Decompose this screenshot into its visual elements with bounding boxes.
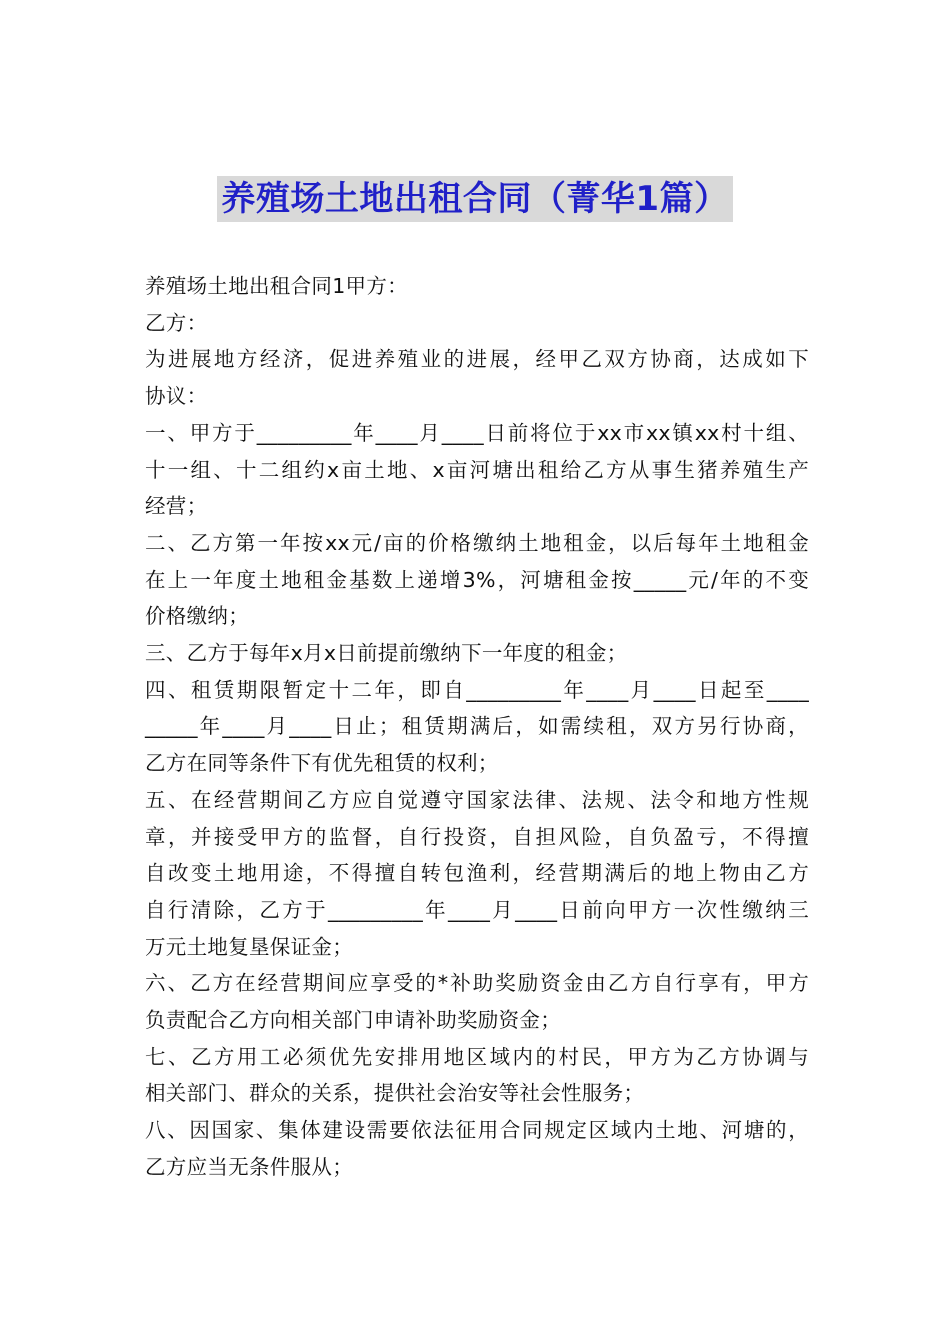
body-line: 四、租赁期限暂定十二年，即自_________年____月____日起至____ [145,677,809,702]
body-line: 十一组、十二组约x亩土地、x亩河塘出租给乙方从事生猪养殖生产 [145,457,809,482]
body-line: 二、乙方第一年按xx元/亩的价格缴纳土地租金，以后每年土地租金 [145,530,809,555]
body-line: _____年____月____日止；租赁期满后，如需续租，双方另行协商， [145,714,809,739]
body-line: 负责配合乙方向相关部门申请补助奖励资金； [145,1008,561,1033]
body-line: 六、乙方在经营期间应享受的*补助奖励资金由乙方自行享有，甲方 [145,971,809,996]
body-line: 三、乙方于每年x月x日前提前缴纳下一年度的租金； [145,641,628,666]
body-line: 在上一年度土地租金基数上递增3%，河塘租金按_____元/年的不变 [145,567,809,592]
body-line: 自改变土地用途，不得擅自转包渔利，经营期满后的地上物由乙方 [145,861,809,886]
body-line: 章，并接受甲方的监督，自行投资，自担风险，自负盈亏，不得擅 [145,824,809,849]
body-line: 八、因国家、集体建设需要依法征用合同规定区域内土地、河塘的， [145,1118,809,1143]
body-line: 养殖场土地出租合同1甲方： [145,274,408,298]
body-line: 价格缴纳； [145,604,249,629]
body-line: 为进展地方经济，促进养殖业的进展，经甲乙双方协商，达成如下 [145,347,809,372]
body-line: 一、甲方于_________年____月____日前将位于xx市xx镇xx村十组、 [145,420,809,445]
body-line: 五、在经营期间乙方应自觉遵守国家法律、法规、法令和地方性规 [145,787,809,812]
body-line: 乙方： [145,310,208,335]
body-line: 协议： [145,384,208,409]
document-title: 养殖场土地出租合同（菁华1篇） [217,176,732,222]
body-line: 相关部门、群众的关系，提供社会治安等社会性服务； [145,1081,645,1106]
body-line: 万元土地复垦保证金； [145,934,353,959]
document-body [145,268,809,1186]
body-line: 乙方应当无条件服从； [145,1154,353,1179]
body-line: 经营； [145,494,208,519]
body-line: 自行清除，乙方于_________年____月____日前向甲方一次性缴纳三 [145,897,809,922]
title-wrap [0,176,950,222]
body-line: 乙方在同等条件下有优先租赁的权利； [145,751,499,776]
body-line: 七、乙方用工必须优先安排用地区域内的村民，甲方为乙方协调与 [145,1044,809,1069]
